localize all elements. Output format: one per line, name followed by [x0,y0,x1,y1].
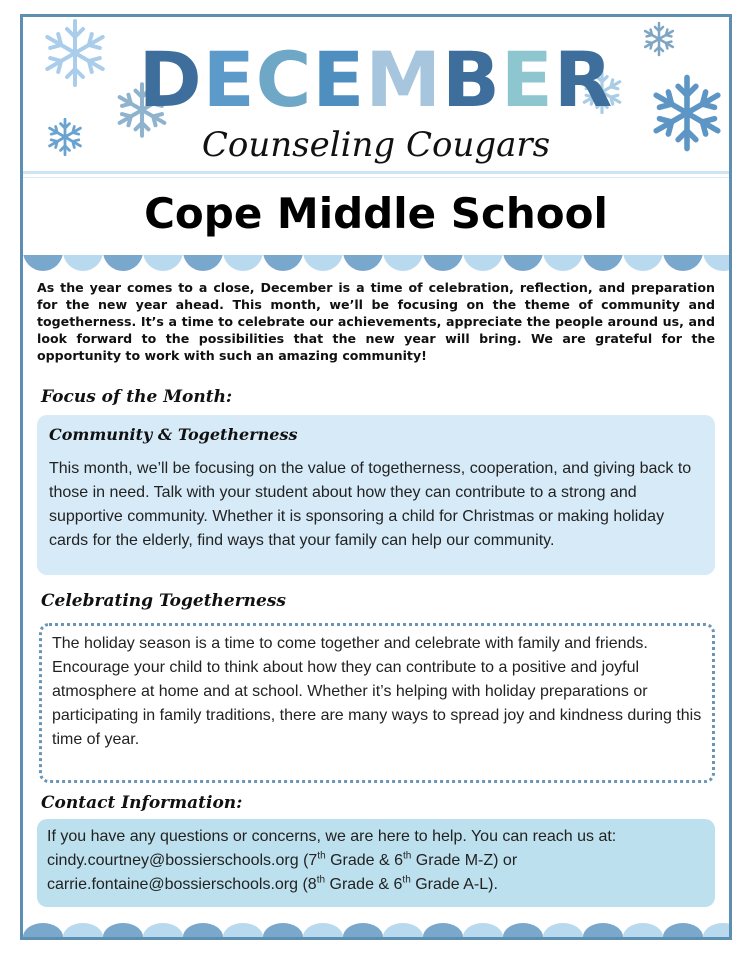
celebrating-heading: Celebrating Togetherness [41,591,286,611]
contact-email-row [47,873,707,897]
scallop [543,923,583,937]
title-letter: B [441,35,501,124]
scallop [463,255,503,271]
ordinal-suffix: th [317,850,326,862]
scallop [63,923,103,937]
scallop [103,923,143,937]
scallop [143,255,183,271]
email-link[interactable]: carrie.fontaine@bossierschools.org [47,876,299,893]
contact-text: Grade & 6 [325,852,404,869]
contact-box [37,819,715,907]
scallop [263,923,303,937]
scallop [63,255,103,271]
scallop [623,255,663,271]
focus-box-text: This month, we’ll be focusing on the value of togetherness, cooperation, and giving back to those in need. Talk with your student about how they can contribute to a strong and supportive community. Whether it is sponsoring a child for Christmas or making holiday cards for the elderly, find ways that your family can help our community. [49,460,692,549]
scallop [423,923,463,937]
scallop [343,255,383,271]
ordinal-suffix: th [402,874,411,886]
contact-heading: Contact Information: [41,793,243,813]
scallop-border-top [23,255,729,279]
celebrating-box-text: The holiday season is a time to come together and celebrate with family and friends. Encourage your child to think about how they can contribute to a positive and joyful atmosphere at home and at school. Whether it’s helping with holiday preparations or participating in family traditions, there are many ways to spread joy and kindness during this time of year. [52,635,702,748]
celebrating-box [39,623,715,783]
scallop [663,255,703,271]
email-link[interactable]: cindy.courtney@bossierschools.org [47,852,299,869]
scallop [343,923,383,937]
title-letter: E [202,35,256,124]
scallop [703,923,729,937]
contact-box-text [47,825,707,897]
scallop [23,255,63,271]
contact-email-row [47,849,707,873]
scallop [623,923,663,937]
scallop [223,255,263,271]
scallop [223,923,263,937]
title-letter: M [365,35,442,124]
title-letter: E [312,35,366,124]
scallop [583,923,623,937]
title-letter: C [255,35,313,124]
title-letter: E [500,35,554,124]
contact-text: Grade M-Z) or [411,852,518,869]
subtitle: Counseling Cougars [201,125,551,165]
contact-text: Grade & 6 [325,876,403,893]
school-name: Cope Middle School [144,189,608,238]
scallop [423,255,463,271]
scallop [383,255,423,271]
title-letter: R [553,35,614,124]
newsletter-page [20,14,732,940]
scallop [503,255,543,271]
ordinal-suffix: th [403,850,412,862]
scallop [663,923,703,937]
divider [23,177,729,178]
ordinal-suffix: th [316,874,326,886]
intro-paragraph: As the year comes to a close, December is a time of celebration, reflection, and preparation for the new year ahead. This month, we’ll be focusing on the theme of community and togetherness. It’s a time to celebrate our achievements, appreciate the people around us, and look forward to the possibilities that the new year will bring. We are grateful for the opportunity to work with such an amazing community! [37,280,715,363]
contact-text: Grade A-L). [410,876,498,893]
title-letter: D [138,35,203,124]
scallop [543,255,583,271]
scallop [503,923,543,937]
scallop [703,255,729,271]
scallop [583,255,623,271]
contact-text: (8 [298,876,317,893]
focus-box [37,415,715,575]
scallop [303,923,343,937]
scallop [263,255,303,271]
scallop-border-bottom [23,919,729,937]
contact-text: (7 [298,852,318,869]
scallop [303,255,343,271]
scallop [383,923,423,937]
scallop [23,923,63,937]
scallop [143,923,183,937]
divider [23,171,729,174]
focus-box-title: Community & Togetherness [49,425,298,444]
scallop [183,255,223,271]
scallop [183,923,223,937]
contact-line: If you have any questions or concerns, we are here to help. You can reach us at: [47,828,617,845]
focus-heading: Focus of the Month: [41,387,233,407]
page-title [23,35,729,124]
scallop [103,255,143,271]
scallop [463,923,503,937]
